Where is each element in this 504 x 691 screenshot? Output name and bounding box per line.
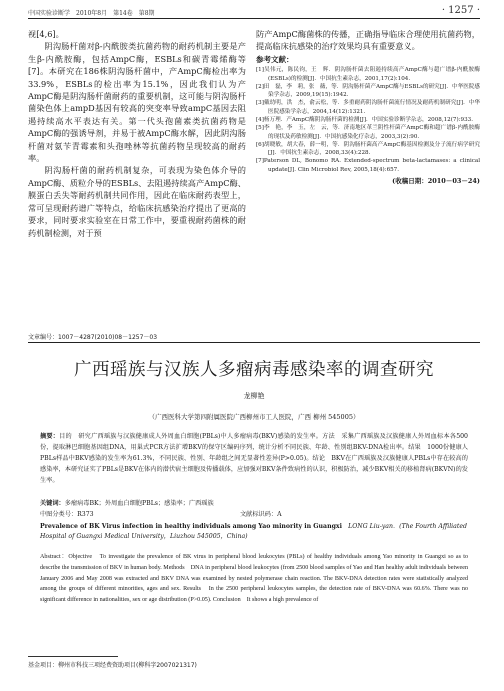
reference-item: [6]胡晓敏，胡大春，薛一明，等．阴沟肠杆菌高产AmpC酶基因检测及分子流行病学研究[J]．中国抗生素杂志，2008,33(4):228.	[256, 141, 480, 157]
reference-item: [3]戴幼明，洪 杰，俞云松，等．多重耐药阴沟肠杆菌流行情况及耐药机制研究[J]．中华医院感染学杂志，2004,14(12):1321.	[256, 100, 480, 115]
reference-list	[256, 66, 480, 174]
author-name: 龙柳艳	[243, 392, 265, 400]
article-title: 广西瑶族与汉族人多瘤病毒感染率的调查研究	[74, 360, 434, 380]
fund-note: 基金项目：柳州市科技三项经费资助项目(柳科字2007021317)	[28, 662, 197, 669]
left-para-3: 阴沟肠杆菌的耐药机制复杂，可表现为染色体介导的AmpC酶、质粒介导的ESBLs、去阻遏持续高产AmpC酶、膜蛋白丢失等耐药机制共同作用，因此在临床耐药表型上，常可呈现耐药谱广等特点，给临床抗感染治疗提出了更高的要求，同时要求实验室在日常工作中，要重视耐药菌株的耐药机制检测，对于预	[28, 165, 246, 238]
right-para-1: 防产AmpC酶菌株的传播，正确指导临床合理使用抗菌药物，提高临床抗感染的治疗效果均具有重要意义。	[256, 29, 480, 52]
reference-item: [2]田 磊，李 莉，张 薇，等．阴沟肠杆菌产AmpC酶与ESBLs的研究[J]．中华医院感染学杂志，2009,19(15):1942.	[256, 83, 480, 99]
keywords-label: 关键词：	[40, 500, 65, 507]
clc-number: 中图分类号：R373	[40, 511, 94, 518]
left-column	[28, 28, 246, 239]
left-para-1: 视[4,6]。	[28, 29, 64, 39]
footnote-rule	[28, 656, 118, 657]
reference-item: [4]杨万理．产AmpC酶阴沟肠杆菌的检测[J]．中国实验诊断学杂志，2008,12(7):933.	[256, 117, 473, 123]
left-para-2: 阴沟肠杆菌对β-内酰胺类抗菌药物的耐药机制主要是产生β-内酰胺酶，包括AmpC酶，ESBLs和碳青霉烯酶等[7]。本研究在186株阴沟肠杆菌中，产AmpC酶检出率为33.9%，ESBLs的检出率为15.1%，因此我们认为产AmpC酶是阴沟肠杆菌耐药的重要机制，这可能与阴沟肠杆菌染色体上ampD基因有较高的突变率导致ampC基因去阻遏持续高水平表达有关。第一代头孢菌素类抗菌药物是AmpC酶的强诱导剂，并易于被AmpC酶水解，因此阴沟肠杆菌对氨苄青霉素和头孢唑林等抗菌药物呈现较高的耐药率。	[28, 41, 246, 164]
reference-item: [7]Paterson DL, Bonomo RA. Extended-spectrum beta-lactamases: a clinical update[J]. Clin Microbiol Rev, 2005,18(4):657.	[256, 158, 480, 173]
right-column	[256, 28, 480, 187]
section-rule	[28, 342, 480, 343]
affiliation: （广西医科大学第四附属医院广西柳州市工人医院，广西 柳州 545005）	[148, 413, 360, 421]
article-number: 文章编号：1007－4287(2010)08－1257－03	[28, 334, 158, 341]
received-date: (收稿日期：2010－03－24)	[392, 177, 480, 186]
chinese-abstract	[40, 432, 468, 487]
english-author: LONG Liu-yan．(The Fourth Affiliated Hospital of Guangxi Medical University，Liuzhou 545005，China)	[40, 523, 467, 541]
abstract-label: 摘要：	[40, 433, 60, 440]
keywords-text: 多瘤病毒BK；外周血白细胞PBLs；感染率；广西瑶族	[64, 500, 214, 507]
document-code: 文献标识码：A	[240, 511, 282, 518]
keywords	[40, 499, 468, 509]
page-number: · 1257 ·	[441, 5, 480, 16]
reference-item: [5]李 艳，李 玉，左 云，等．济南地区革兰阴性杆菌产AmpC酶和超广谱β-内酰胺酶的现状及药敏检测[J]．中国抗感染化疗杂志，2003,3(2):90.	[256, 125, 480, 140]
classification-line	[40, 509, 468, 518]
english-title-block	[40, 522, 468, 543]
english-abstract: Abstract：Objective To investigate the prevalence of BK virus in peripheral blood leukocytes (PBLs) of healthy individuals among Yao minority in Guangxi so as to describe the transmission of BKV in human body. Methods DNA in peripheral blood leukocytes (from 2500 blood samples of Yao and Han healthy adult individuals between January 2006 and May 2008 was extracted and BKV DNA was examined by nested polymerase chain reaction. The BKV-DNA detection rates were statistically analyzed among the groups of different minorities, ages and sex. Results In the 2500 peripheral leukocytes samples, the detection rate of BKV-DNA was 60.6%. There was no significant difference in nationalities, sex or age distribution (P>0.05). Conclusion It shows a high prevalence of	[40, 554, 468, 604]
header-rule	[28, 18, 480, 19]
abstract-text: 目的 研究广西瑶族与汉族健康成人外周血白细胞(PBLs)中人多瘤病毒(BKV)感染的发生率。方法 采集广西瑶族及汉族健康人外周血标本各500份，提取淋巴细胞基因组DNA，用巢式PCR方法扩增BKV的保守区编码序列，统计分析不同民族、年龄、性别组BKV-DNA检出率。结果 1000份健康人PBLs样品中BKV感染的发生率为61.3%，不同民族、性别、年龄组之间无显著性差异(P>0.05)。结论 BKV在广西瑶族及汉族健康人PBLs中存在较高的感染率，本研究证实了PBLs是BKV在体内的潜伏宿主细胞及传播载体，应加强对BKV条件致病性的认识，积极防治，减少BKV相关的移植肾病(BKVN)的发生率。	[40, 433, 468, 484]
references-heading: 参考文献：	[256, 54, 294, 64]
running-header	[28, 5, 480, 17]
english-title: Prevalence of BK Virus infection in healthy individuals among Yao minority in Guangxi	[40, 523, 342, 530]
reference-item: [1]吴伟元，陈民钧，王 辉．阴沟肠杆菌去阻遏持续高产AmpC酶与超广谱β-内酰胺酶(ESBLs)的检测[J]．中国抗生素杂志，2001,17(2):104.	[256, 67, 480, 82]
journal-info: 中国实验诊断学 2010年8月 第14卷 第8期	[28, 10, 155, 17]
